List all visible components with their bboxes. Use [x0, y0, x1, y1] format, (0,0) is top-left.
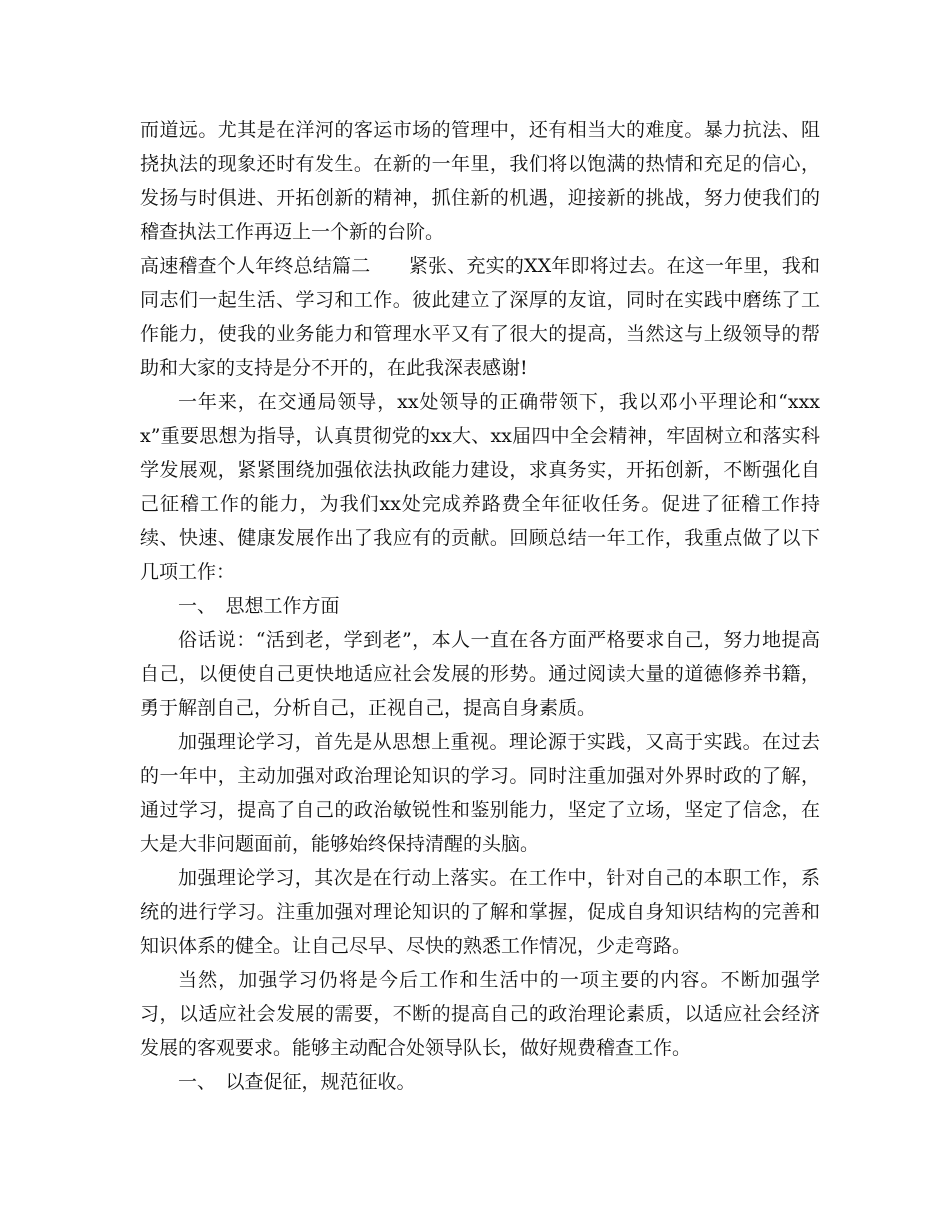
- paragraph-theory-study-second: 加强理论学习，其次是在行动上落实。在工作中，针对自己的本职工作，系统的进行学习。注重加强对理论知识的了解和掌握，促成自身知识结构的完善和知识体系的健全。让自己尽早、尽快的熟悉工作情况，少走弯路。: [140, 867, 820, 957]
- paragraph-continued-learning: 当然，加强学习仍将是今后工作和生活中的一项主要的内容。不断加强学习，以适应社会发展的需要，不断的提高自己的政治理论素质，以适应社会经济发展的客观要求。能够主动配合处领导队长，做好规费稽查工作。: [140, 969, 820, 1059]
- section-heading-inspection: 一、 以查促征，规范征收。: [178, 1071, 416, 1093]
- paragraph-continuation: 而道远。尤其是在洋河的客运市场的管理中，还有相当大的难度。暴力抗法、阻挠执法的现象还时有发生。在新的一年里，我们将以饱满的热情和充足的信心，发扬与时俱进、开拓创新的精神，抓住新的机遇，迎接新的挑战，努力使我们的稽查执法工作再迈上一个新的台阶。: [140, 119, 820, 243]
- paragraph-overview: 一年来，在交通局领导，xx处领导的正确带领下，我以邓小平理论和“xxxx”重要思想为指导，认真贯彻党的xx大、xx届四中全会精神，牢固树立和落实科学发展观，紧紧围绕加强依法执政能力建设，求真务实，开拓创新，不断强化自己征稽工作的能力，为我们xx处完成养路费全年征收任务。促进了征稽工作持续、快速、健康发展作出了我应有的贡献。回顾总结一年工作，我重点做了以下几项工作：: [140, 391, 820, 583]
- paragraph-self-requirement: 俗话说：“活到老，学到老”，本人一直在各方面严格要求自己，努力地提高自己，以便使自己更快地适应社会发展的形势。通过阅读大量的道德修养书籍，勇于解剖自己，分析自己，正视自己，提高自身素质。: [140, 629, 820, 719]
- paragraph-theory-study-first: 加强理论学习，首先是从思想上重视。理论源于实践，又高于实践。在过去的一年中，主动加强对政治理论知识的学习。同时注重加强对外界时政的了解，通过学习，提高了自己的政治敏锐性和鉴别能力，坚定了立场，坚定了信念，在大是大非问题面前，能够始终保持清醒的头脑。: [140, 731, 820, 855]
- section-heading-thought-work: 一、 思想工作方面: [178, 595, 340, 617]
- paragraph-section-title-and-intro: 高速稽查个人年终总结篇二 紧张、充实的XX年即将过去。在这一年里，我和同志们一起生活、学习和工作。彼此建立了深厚的友谊，同时在实践中磨练了工作能力，使我的业务能力和管理水平又有了很大的提高，当然这与上级领导的帮助和大家的支持是分不开的，在此我深表感谢!: [140, 255, 820, 379]
- document-body: [140, 113, 820, 1099]
